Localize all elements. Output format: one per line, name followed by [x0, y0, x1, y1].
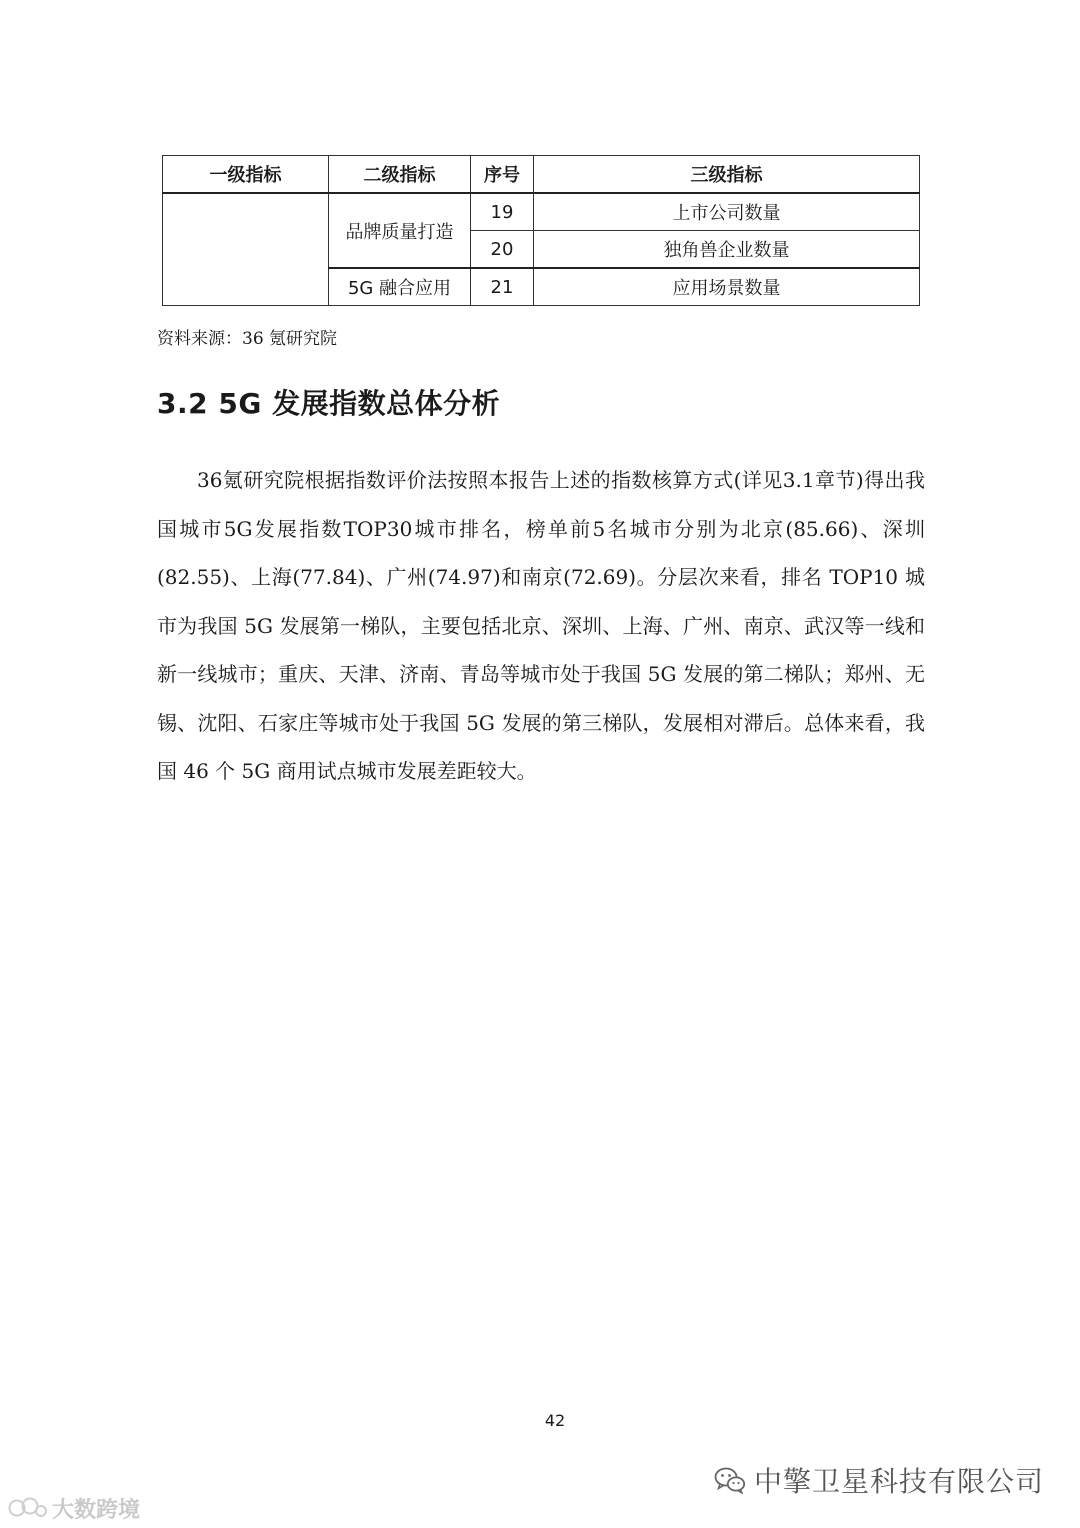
level2-cell: 品牌质量打造 [329, 193, 471, 268]
table-row [163, 193, 920, 231]
level3-cell: 独角兽企业数量 [534, 231, 920, 269]
body-paragraph: 36氪研究院根据指数评价法按照本报告上述的指数核算方式(详见3.1章节)得出我国城市5G发展指数TOP30城市排名，榜单前5名城市分别为北京(85.66)、深圳(82.55)、上海(77.84)、广州(74.97)和南京(72.69)。分层次来看，排名 TOP10 城市为我国 5G 发展第一梯队，主要包括北京、深圳、上海、广州、南京、武汉等一线和新一线城市；重庆、天津、济南、青岛等城市处于我国 5G 发展的第二梯队；郑州、无锡、沈阳、石家庄等城市处于我国 5G 发展的第三梯队，发展相对滞后。总体来看，我国 46 个 5G 商用试点城市发展差距较大。 [157, 468, 925, 783]
company-watermark [714, 1460, 1044, 1500]
table-header-row [163, 156, 920, 194]
header-level1: 一级指标 [163, 156, 329, 194]
source-note: 资料来源：36 氪研究院 [157, 329, 338, 349]
indicator-table [162, 155, 920, 306]
seq-cell: 19 [471, 193, 534, 231]
level1-cell [163, 193, 329, 306]
level3-cell: 上市公司数量 [534, 193, 920, 231]
header-seq: 序号 [471, 156, 534, 194]
header-level2: 二级指标 [329, 156, 471, 194]
bubble-logo-icon [8, 1496, 48, 1522]
seq-cell: 20 [471, 231, 534, 269]
section-title: 3.2 5G 发展指数总体分析 [157, 387, 501, 420]
corner-watermark [8, 1493, 140, 1524]
wechat-icon [714, 1466, 746, 1494]
level2-cell: 5G 融合应用 [329, 268, 471, 306]
company-name: 中擎卫星科技有限公司 [753, 1465, 1044, 1498]
seq-cell: 21 [471, 268, 534, 306]
page-number: 42 [544, 1411, 566, 1430]
corner-watermark-text: 大数跨境 [52, 1498, 141, 1523]
header-level3: 三级指标 [534, 156, 920, 194]
level3-cell: 应用场景数量 [534, 268, 920, 306]
